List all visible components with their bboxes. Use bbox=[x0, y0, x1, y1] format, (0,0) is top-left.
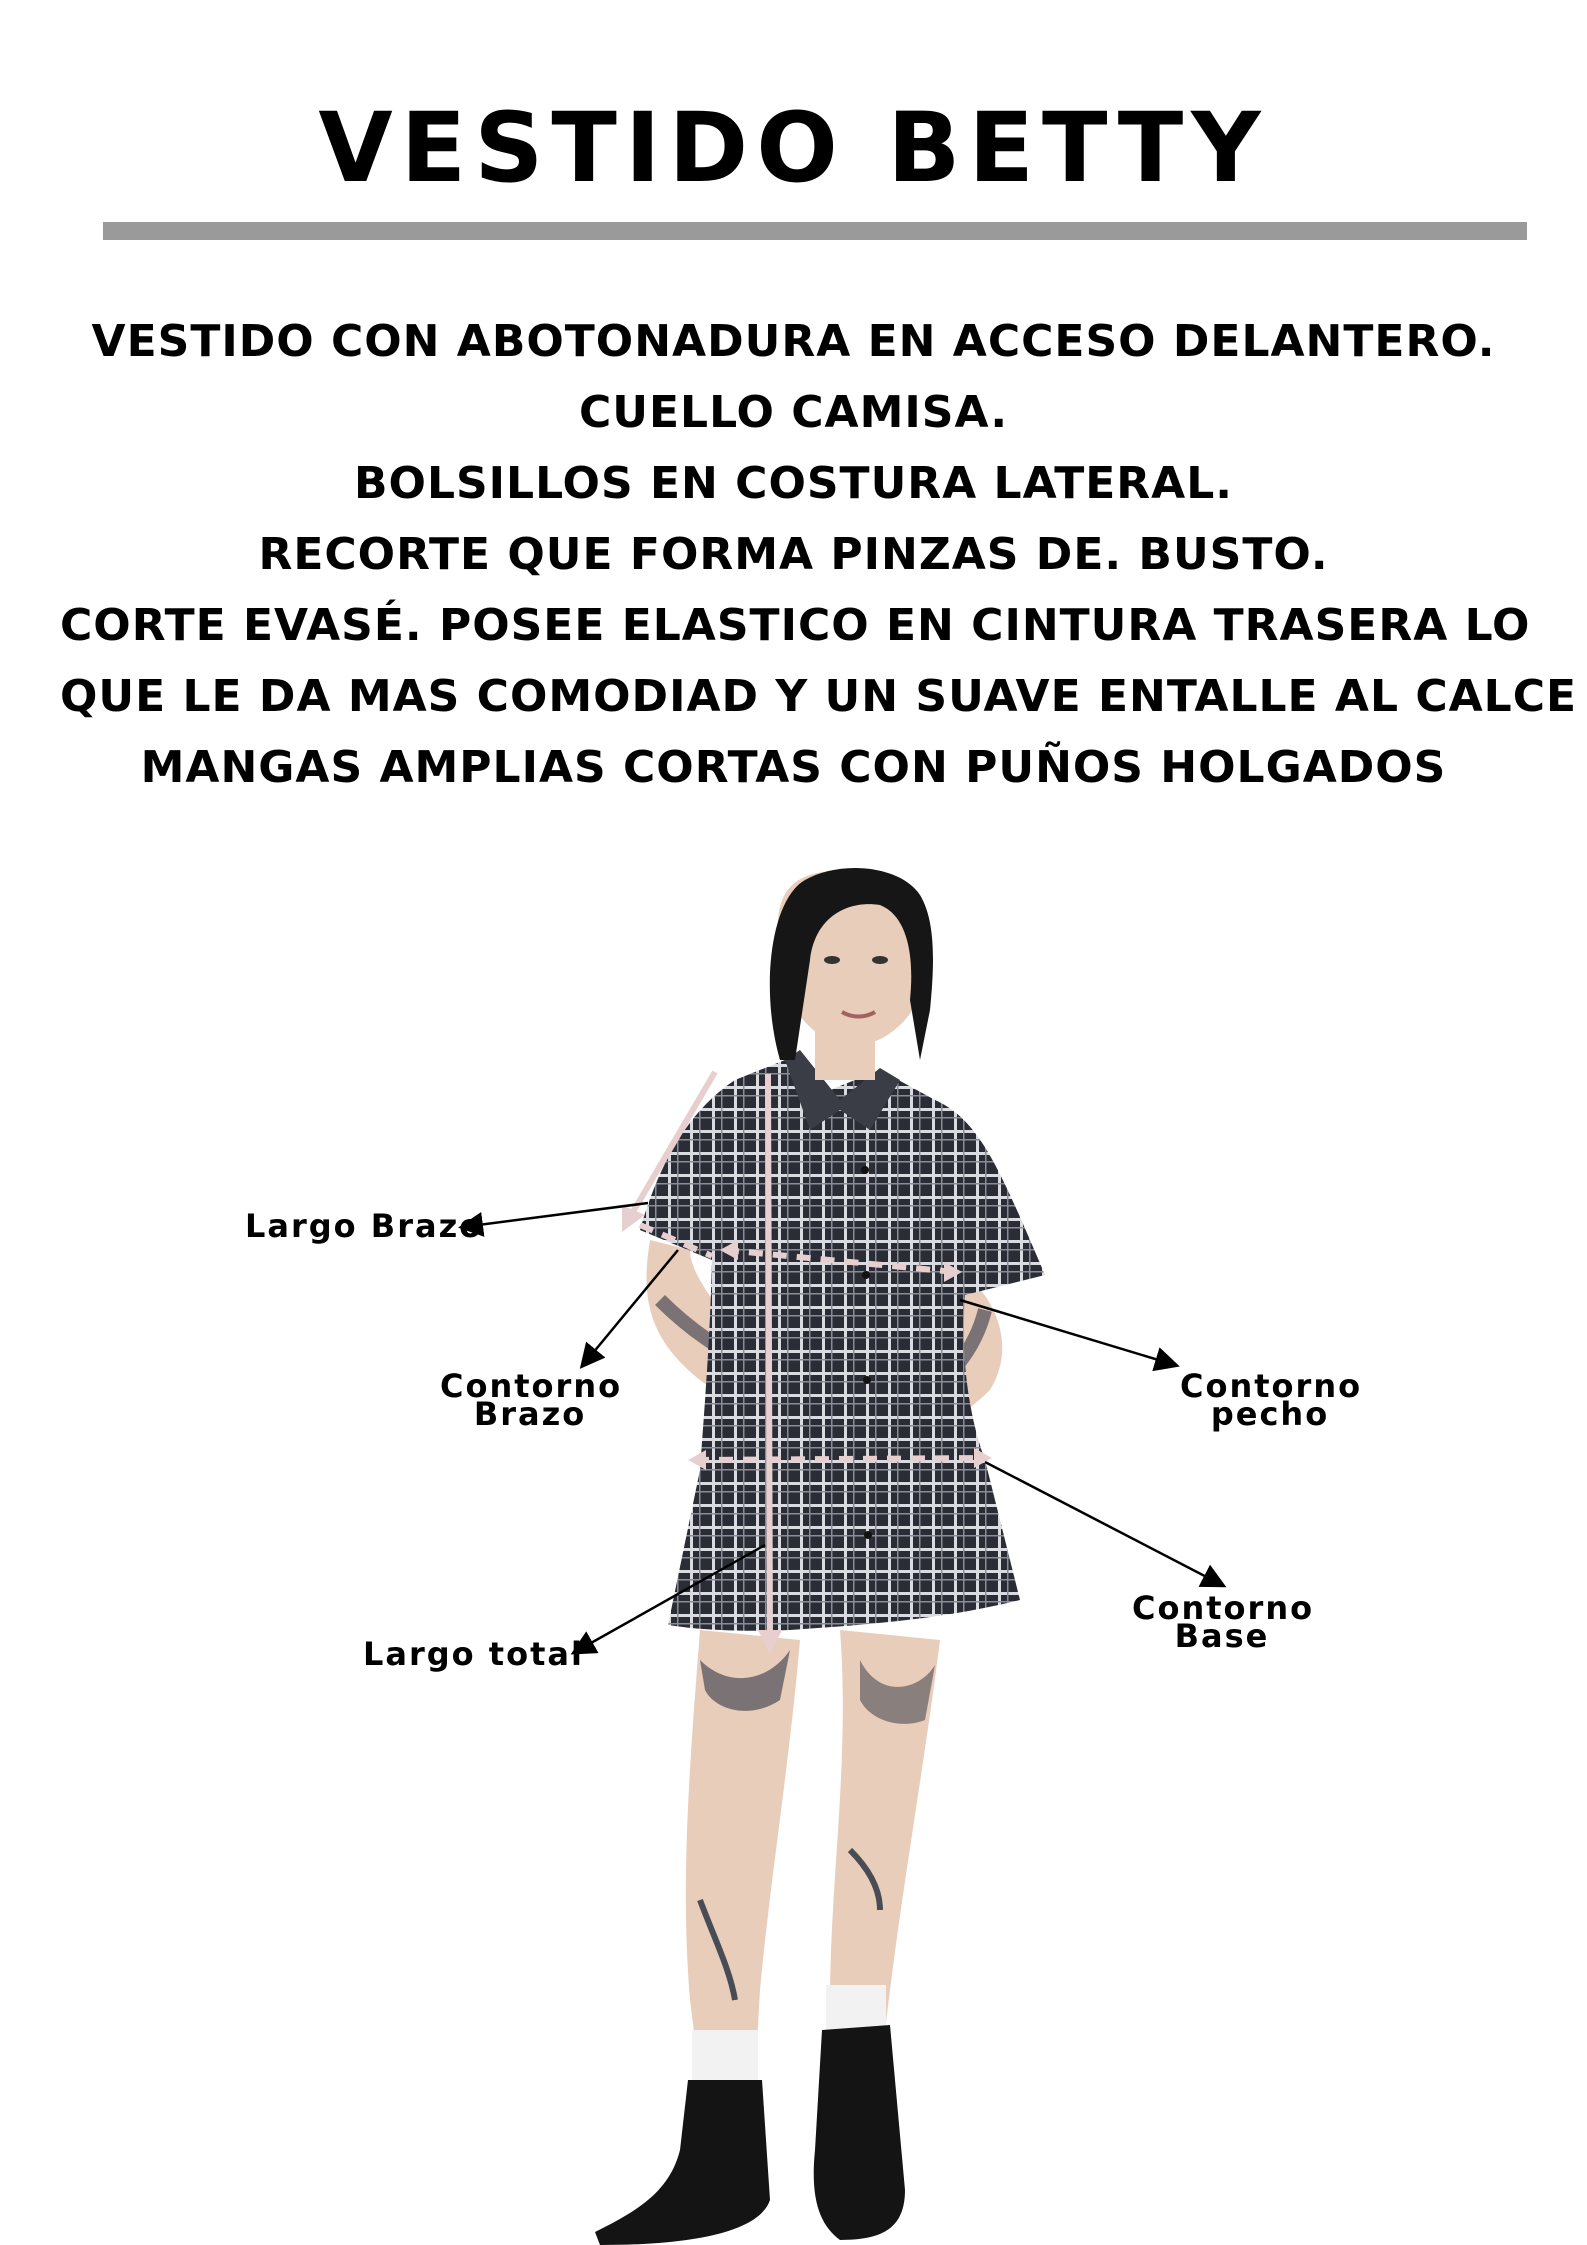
model-head bbox=[770, 868, 933, 1080]
largo-total-guide bbox=[768, 1074, 770, 1640]
description-line: QUE LE DA MAS COMODIAD Y UN SUAVE ENTALLE AL CALCE bbox=[60, 671, 1578, 722]
label-contorno-pecho-line1: Contorno bbox=[1180, 1367, 1363, 1405]
label-contorno-brazo-line1: Contorno bbox=[440, 1367, 623, 1405]
label-contorno-pecho-line2: pecho bbox=[1210, 1395, 1330, 1433]
label-contorno-base-line1: Contorno bbox=[1132, 1589, 1315, 1627]
legs bbox=[686, 1630, 940, 2080]
description-line: MANGAS AMPLIAS CORTAS CON PUÑOS HOLGADOS bbox=[140, 742, 1447, 793]
label-largo-brazo: Largo Brazo bbox=[245, 1207, 484, 1245]
description-line: VESTIDO CON ABOTONADURA EN ACCESO DELANTERO. bbox=[91, 316, 1496, 367]
label-contorno-pecho bbox=[1180, 1367, 1363, 1433]
description-line: CORTE EVASÉ. POSEE ELASTICO EN CINTURA TRASERA LO bbox=[60, 600, 1531, 651]
label-contorno-brazo-line2: Brazo bbox=[473, 1395, 587, 1433]
description-line: CUELLO CAMISA. bbox=[578, 387, 1009, 438]
page-title: VESTIDO BETTY bbox=[318, 92, 1269, 204]
label-contorno-base bbox=[1132, 1589, 1315, 1655]
label-contorno-base-line2: Base bbox=[1174, 1617, 1270, 1655]
label-contorno-brazo bbox=[440, 1367, 623, 1433]
description-line: RECORTE QUE FORMA PINZAS DE. BUSTO. bbox=[258, 529, 1329, 580]
description-line: BOLSILLOS EN COSTURA LATERAL. bbox=[354, 458, 1233, 509]
label-largo-total: Largo total bbox=[363, 1635, 584, 1673]
